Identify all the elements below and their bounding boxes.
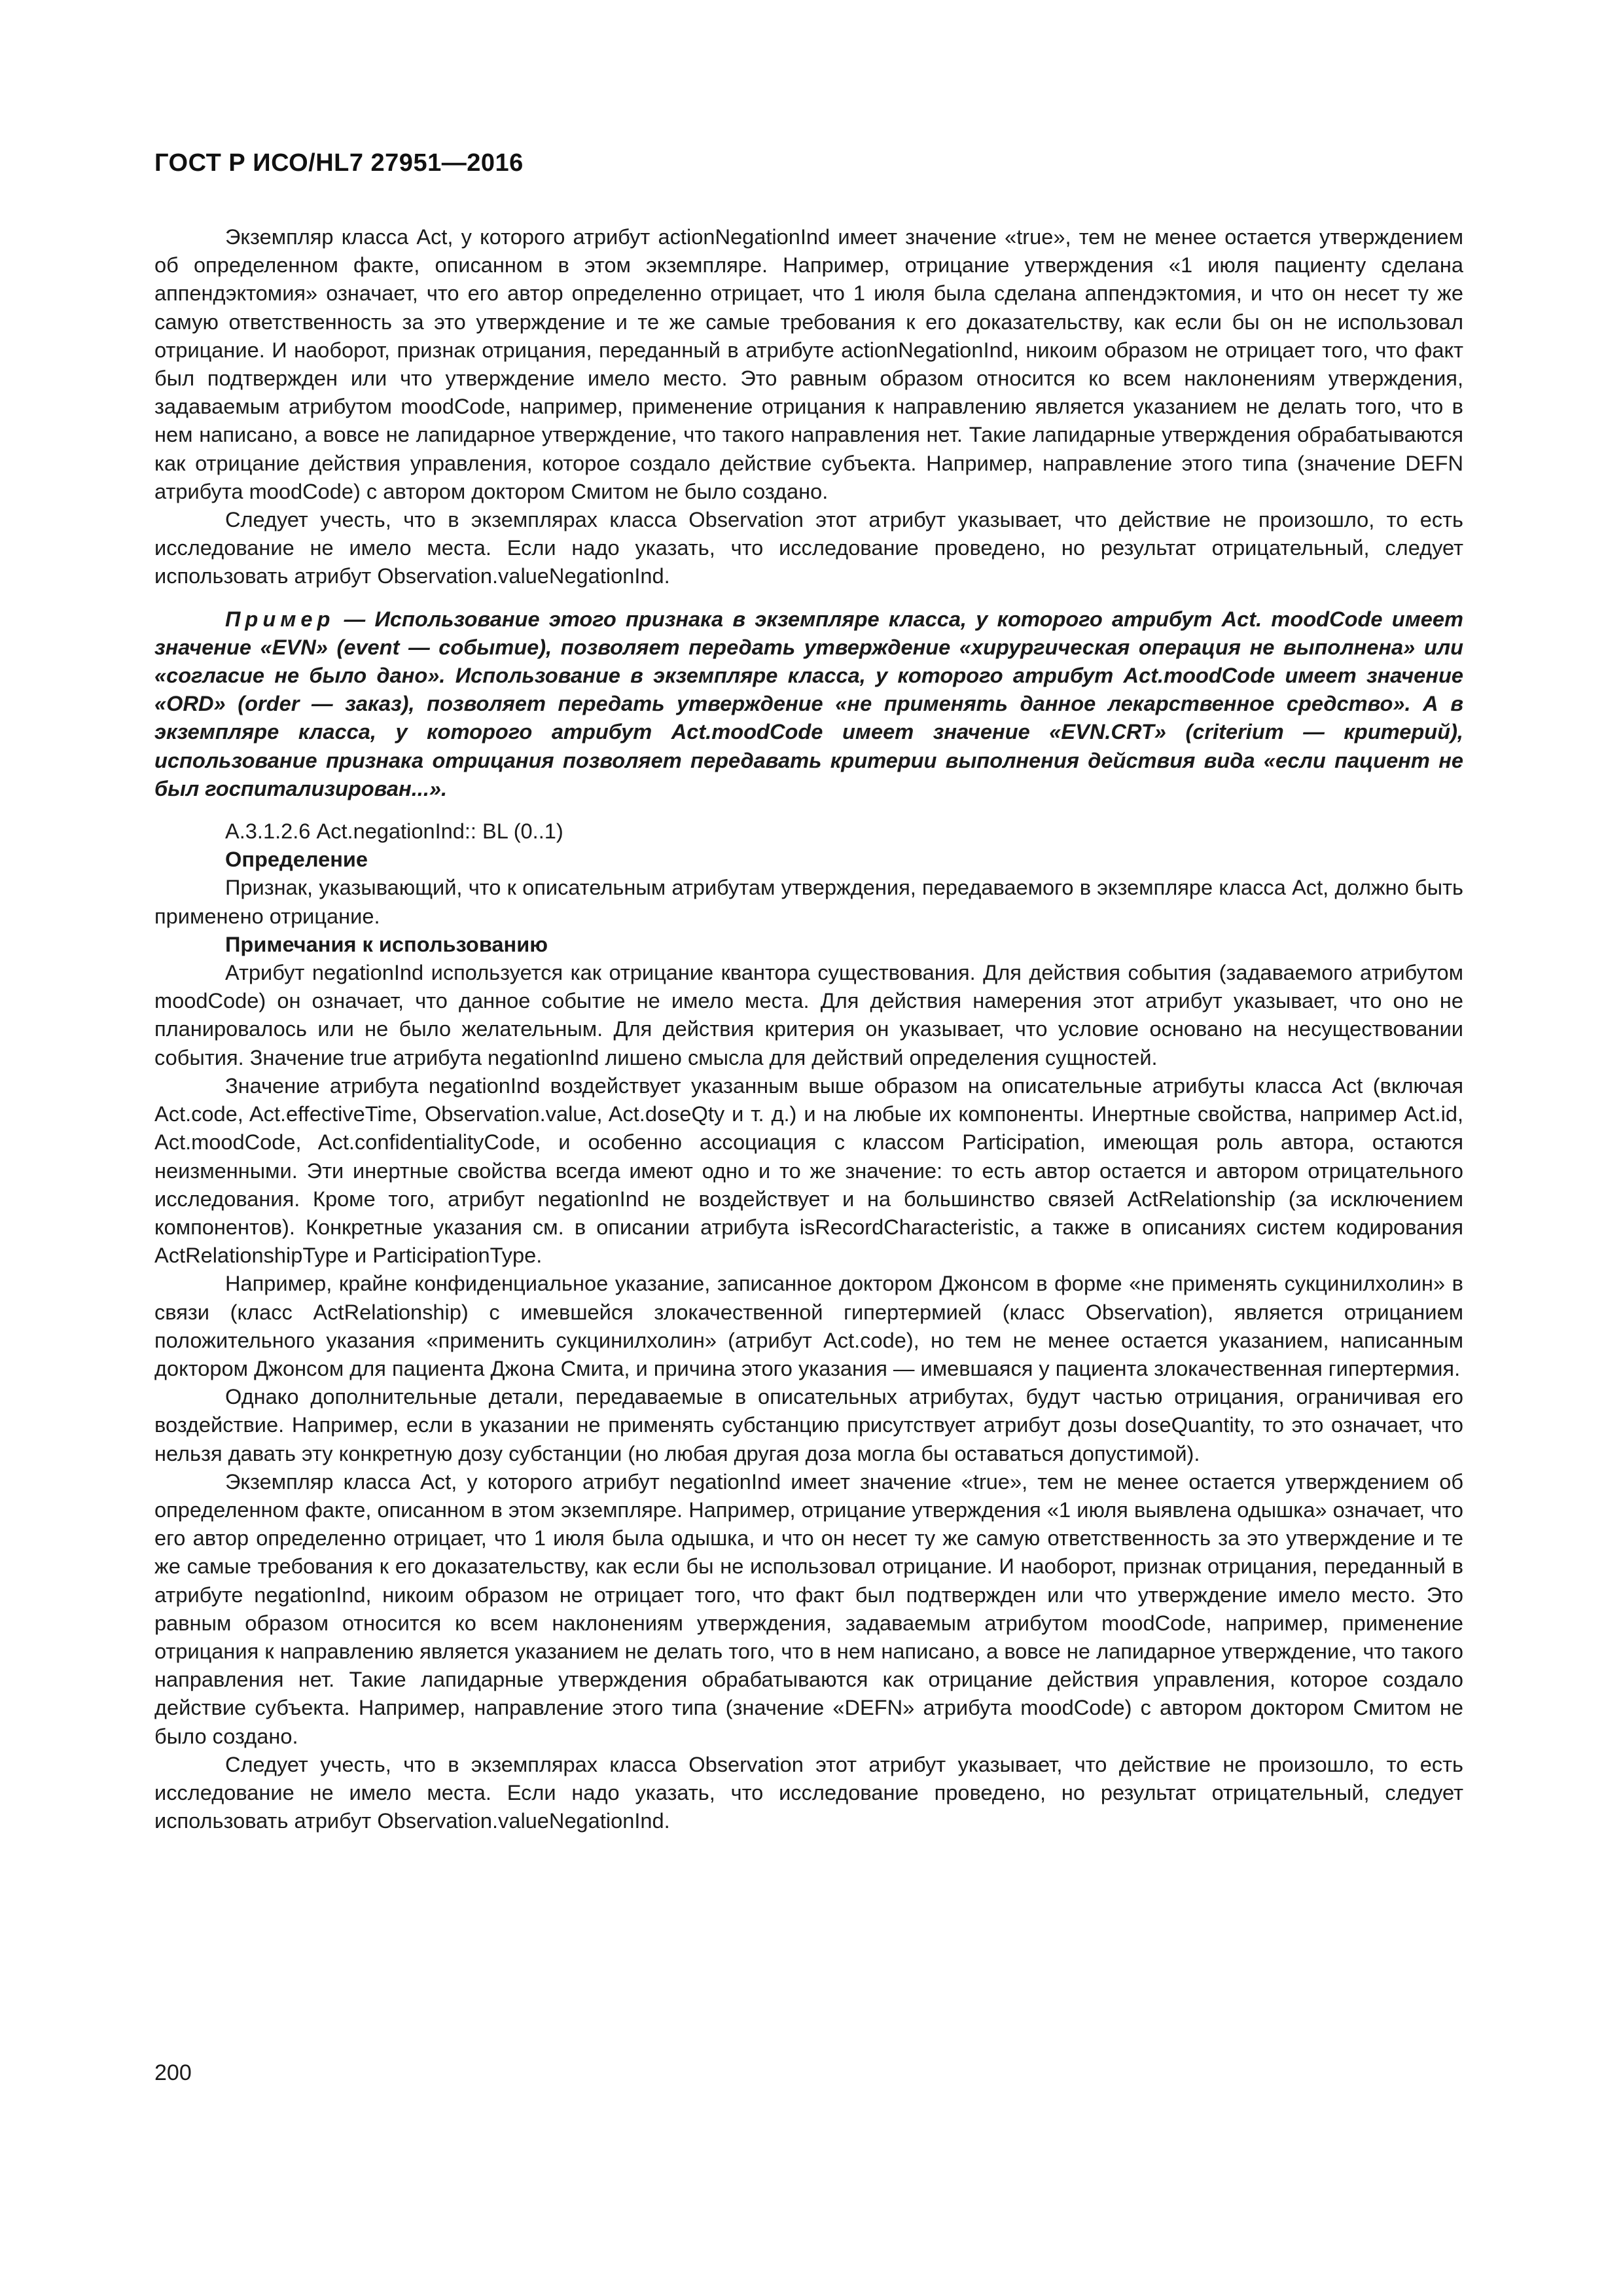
paragraph-2: Следует учесть, что в экземплярах класса Observation этот атрибут указывает, что действие не произошло, то есть исследование не имело места. Если надо указать, что исследование проведено, но результат отрицательный, следует использовать атрибут Observation.valueNegationInd.: [154, 507, 1463, 588]
paragraph-7: Экземпляр класса Act, у которого атрибут negationInd имеет значение «true», тем не менее остается утверждением об определенном факте, описанном в этом экземпляре. Например, отрицание утверждения «1 июля выявлена одышка» означает, что его автор определенно отрицает, что 1 июля была одышка, и что он несет ту же самую ответственность за это утверждение и те же самые требования к его доказательству, как если бы не использовал отрицание. И наоборот, признак отрицания, переданный в атрибуте negationInd, никоим образом не отрицает того, что факт был подтвержден или что утверждение имело место. Это равным образом относится ко всем наклонениям утверждения, задаваемым атрибутом moodCode, например, применение отрицания к направлению является указанием не делать того, что в нем написано, а вовсе не лапидарное утверждение, что такого направления нет. Такие лапидарные утверждения обрабатываются как отрицание действия управления, которое создало действие субъекта. Например, направление этого типа (значение «DEFN» атрибута moodCode) с автором доктором Смитом не было создано.: [154, 1469, 1463, 1748]
example-text: — Использование этого признака в экземпляре класса, у которого атрибут Act. moodCode имеет значение «EVN» (event — событие), позволяет передать утверждение «хирургическая операция не выполнена» или «согласие не было дано». Использование в экземпляре класса, у которого атрибут Act.moodCode имеет значение «ORD» (order — заказ), позволяет передать утверждение «не применять данное лекарственное средство». А в экземпляре класса, у которого атрибут Act.moodCode имеет значение «EVN.CRT» (criterium — критерий), использование признака отрицания позволяет передавать критерии выполнения действия вида «если пациент не был госпитализирован...».: [154, 606, 1463, 800]
paragraph-5: Например, крайне конфиденциальное указание, записанное доктором Джонсом в форме «не применять сукцинилхолин» в связи (класс ActRelationship) с имевшейся злокачественной гипертермией (класс Observation), является отрицанием положительного указания «применить сукцинилхолин» (атрибут Act.code), но тем не менее остается указанием, написанным доктором Джонсом для пациента Джона Смита, и причина этого указания — имевшаяся у пациента злокачественная гипертермия.: [154, 1271, 1463, 1380]
paragraph-4: Значение атрибута negationInd воздействует указанным выше образом на описательные атрибуты класса Act (включая Act.code, Act.effectiveTime, Observation.value, Act.doseQty и т. д.) и на любые их компоненты. Инертные свойства, например Act.id, Act.moodCode, Act.confidentialityCode, и особенно ассоциация с классом Participation, имеющая роль автора, остаются неизменными. Эти инертные свойства всегда имеют одно и то же значение: то есть автор остается и автором отрицательного исследования. Кроме того, атрибут negationInd не воздействует и на большинство связей ActRelationship (за исключением компонентов). Конкретные указания см. в описании атрибута isRecordCharacteristic, а также в описаниях систем кодирования ActRelationshipType и ParticipationType.: [154, 1073, 1463, 1268]
example-label: Пример: [225, 606, 335, 631]
section-number: А.3.1.2.6 Act.negationInd:: BL (0..1): [225, 819, 563, 844]
page-number: 200: [154, 2060, 192, 2085]
definition-text: Признак, указывающий, что к описательным атрибутам утверждения, передаваемого в экземпляре класса Act, должно быть применено отрицание.: [154, 875, 1463, 928]
document-header: ГОСТ Р ИСО/HL7 27951—2016: [154, 149, 524, 177]
paragraph-8: Следует учесть, что в экземплярах класса Observation этот атрибут указывает, что действие не произошло, то есть исследование не имело места. Если надо указать, что исследование проведено, но результат отрицательный, следует использовать атрибут Observation.valueNegationInd.: [154, 1751, 1463, 1833]
paragraph-3: Атрибут negationInd используется как отрицание квантора существования. Для действия события (задаваемого атрибутом moodCode) он означает, что данное событие не имело места. Для действия намерения этот атрибут указывает, что оно не планировалось или не было желательным. Для действия критерия он указывает, что условие основано на несуществовании события. Значение true атрибута negationInd лишено смысла для действий определения сущностей.: [154, 960, 1463, 1069]
example-paragraph: [154, 605, 1463, 802]
paragraph-6: Однако дополнительные детали, передаваемые в описательных атрибутах, будут частью отрицания, ограничивая его воздействие. Например, если в указании не применять субстанцию присутствует атрибут дозы doseQuantity, то это означает, что нельзя давать эту конкретную дозу субстанции (но любая другая доза могла бы оставаться допустимой).: [154, 1384, 1463, 1465]
usage-heading: Примечания к использованию: [225, 931, 548, 956]
document-body: [154, 223, 1463, 1835]
definition-heading: Определение: [225, 847, 368, 872]
paragraph-1: Экземпляр класса Act, у которого атрибут actionNegationInd имеет значение «true», тем не менее остается утверждением об определенном факте, описанном в этом экземпляре. Например, отрицание утверждения «1 июля пациенту сделана аппендэктомия» означает, что его автор определенно отрицает, что 1 июля была сделана аппендэктомия, и что он несет ту же самую ответственность за это утверждение и те же самые требования к его доказательству, как если бы он не использовал отрицание. И наоборот, признак отрицания, переданный в атрибуте actionNegationInd, никоим образом не отрицает того, что факт был подтвержден или что утверждение имело место. Это равным образом относится ко всем наклонениям утверждения, задаваемым атрибутом moodCode, например, применение отрицания к направлению является указанием не делать того, что в нем написано, а вовсе не лапидарное утверждение, что такого направления нет. Такие лапидарные утверждения обрабатываются как отрицание действия управления, которое создало действие субъекта. Например, направление этого типа (значение DEFN атрибута moodCode) с автором доктором Смитом не было создано.: [154, 224, 1463, 503]
